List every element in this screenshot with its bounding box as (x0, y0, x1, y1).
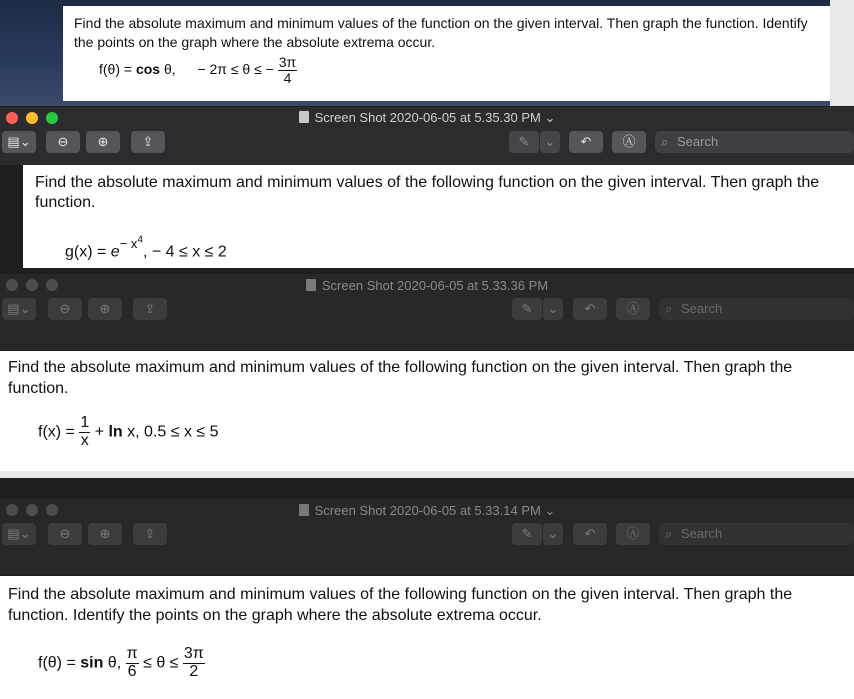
divider (0, 478, 854, 499)
problem-3-fraction (79, 415, 90, 450)
rotate-icon[interactable]: ↶ (573, 523, 607, 545)
desktop-edge (830, 0, 854, 106)
problem-3-text: Find the absolute maximum and minimum values of the following function on the given interval. Then graph the function. (8, 359, 793, 397)
problem-4-func-lhs: f(θ) = (38, 654, 81, 672)
share-icon[interactable]: ⇪ (131, 131, 165, 153)
window-1-toolbar (0, 131, 854, 161)
chevron-down-icon[interactable]: ⌄ (544, 503, 556, 518)
search-icon: ⌕ (665, 301, 673, 316)
problem-4-func-arg: θ, (103, 654, 126, 672)
annotate-icon[interactable]: Ⓐ (616, 523, 650, 545)
window-2-toolbar (0, 298, 854, 328)
problem-1-fraction (278, 55, 297, 85)
problem-2-func-base: e (110, 243, 120, 261)
rotate-icon[interactable]: ↶ (569, 131, 603, 153)
problem-1-func-lhs: f(θ) = (99, 60, 136, 77)
window-2-title-label: Screen Shot 2020-06-05 at 5.33.36 PM (321, 278, 549, 293)
problem-2-func-exp: − x (119, 236, 138, 252)
zoom-out-icon[interactable]: ⊖ (46, 131, 80, 153)
search-placeholder: Search (681, 301, 723, 316)
search-placeholder: Search (677, 134, 719, 149)
problem-3-frac-num: 1 (80, 414, 90, 431)
search-input[interactable] (655, 131, 854, 153)
window-3-title-label: Screen Shot 2020-06-05 at 5.33.14 PM (314, 503, 541, 518)
markup-pen-icon[interactable]: ✎ (512, 523, 542, 545)
annotate-icon[interactable]: Ⓐ (612, 131, 646, 153)
search-input[interactable] (659, 298, 854, 320)
document-icon (306, 279, 316, 291)
search-placeholder: Search (681, 526, 723, 541)
problem-1-func-name: cos (135, 60, 161, 77)
window-2-title (0, 278, 854, 293)
document-icon (299, 111, 309, 123)
zoom-in-icon[interactable]: ⊕ (88, 523, 122, 545)
problem-1-func-arg: θ, (160, 60, 176, 77)
problem-2-function (65, 231, 227, 265)
problem-2-interval: , − 4 ≤ x ≤ 2 (142, 243, 227, 261)
problem-1-function (99, 55, 297, 85)
document-icon (299, 504, 309, 516)
problem-3-function (38, 415, 219, 450)
problem-1-frac-num: 3π (278, 54, 297, 70)
search-icon: ⌕ (665, 526, 673, 541)
problem-2-text: Find the absolute maximum and minimum values of the following function on the given interval. Then graph the function. (35, 174, 820, 211)
zoom-in-icon[interactable]: ⊕ (86, 131, 120, 153)
window-1-title-label: Screen Shot 2020-06-05 at 5.35.30 PM (314, 110, 541, 125)
sidebar-toggle-button[interactable]: ▤⌄ (2, 131, 36, 153)
problem-card-1 (63, 6, 830, 101)
problem-4-fraction-1 (126, 646, 139, 681)
window-1-titlebar[interactable] (0, 107, 854, 165)
problem-3-func-lhs: f(x) = (38, 423, 80, 441)
problem-4-frac2-num: 3π (183, 645, 204, 662)
problem-1-interval: − 2π ≤ θ ≤ − (197, 60, 274, 77)
problem-4-fraction-2 (183, 646, 205, 681)
markup-pen-icon[interactable]: ✎ (512, 298, 542, 320)
zoom-out-icon[interactable]: ⊖ (48, 298, 82, 320)
rotate-icon[interactable]: ↶ (573, 298, 607, 320)
problem-4-middle: ≤ θ ≤ (138, 654, 183, 672)
zoom-in-icon[interactable]: ⊕ (88, 298, 122, 320)
markup-menu-chevron-icon[interactable]: ⌄ (543, 298, 563, 320)
search-input[interactable] (659, 523, 854, 545)
problem-3-func-name: ln (108, 423, 123, 441)
problem-3-plus: + (90, 423, 109, 441)
window-3-toolbar (0, 523, 854, 553)
share-icon[interactable]: ⇪ (133, 523, 167, 545)
chevron-down-icon[interactable]: ⌄ (544, 110, 556, 125)
markup-menu-chevron-icon[interactable]: ⌄ (543, 523, 563, 545)
annotate-icon[interactable]: Ⓐ (616, 298, 650, 320)
problem-4-frac1-num: π (126, 645, 138, 662)
problem-3-interval: x, 0.5 ≤ x ≤ 5 (122, 423, 219, 441)
window-1-title (0, 110, 854, 126)
sidebar-toggle-button[interactable]: ▤⌄ (2, 298, 36, 320)
problem-4-frac2-den: 2 (189, 662, 199, 680)
problem-card-3 (0, 351, 854, 471)
problem-1-frac-den: 4 (283, 69, 292, 86)
zoom-out-icon[interactable]: ⊖ (48, 523, 82, 545)
problem-4-func-name: sin (80, 654, 104, 672)
problem-3-frac-den: x (80, 431, 89, 449)
share-icon[interactable]: ⇪ (133, 298, 167, 320)
markup-pen-icon[interactable]: ✎ (509, 131, 539, 153)
markup-menu-chevron-icon[interactable]: ⌄ (540, 131, 560, 153)
problem-2-func-exp-power: 4 (137, 235, 143, 246)
window-3-titlebar[interactable] (0, 499, 854, 575)
problem-card-2 (23, 165, 854, 268)
problem-2-func-lhs: g(x) = (65, 243, 111, 261)
problem-4-frac1-den: 6 (127, 662, 137, 680)
search-icon: ⌕ (661, 134, 669, 149)
window-3-title (0, 503, 854, 519)
window-2-titlebar[interactable] (0, 274, 854, 350)
problem-4-text: Find the absolute maximum and minimum values of the following function on the given interval. Then graph the function. Identify the points on the graph where the absolute extrema occur. (8, 586, 793, 624)
problem-4-function (38, 646, 205, 681)
problem-1-text: Find the absolute maximum and minimum values of the function on the given interval. Then graph the function. Identify the points on the graph where the absolute extrema occur. (74, 15, 808, 50)
problem-card-4 (0, 576, 854, 699)
sidebar-toggle-button[interactable]: ▤⌄ (2, 523, 36, 545)
